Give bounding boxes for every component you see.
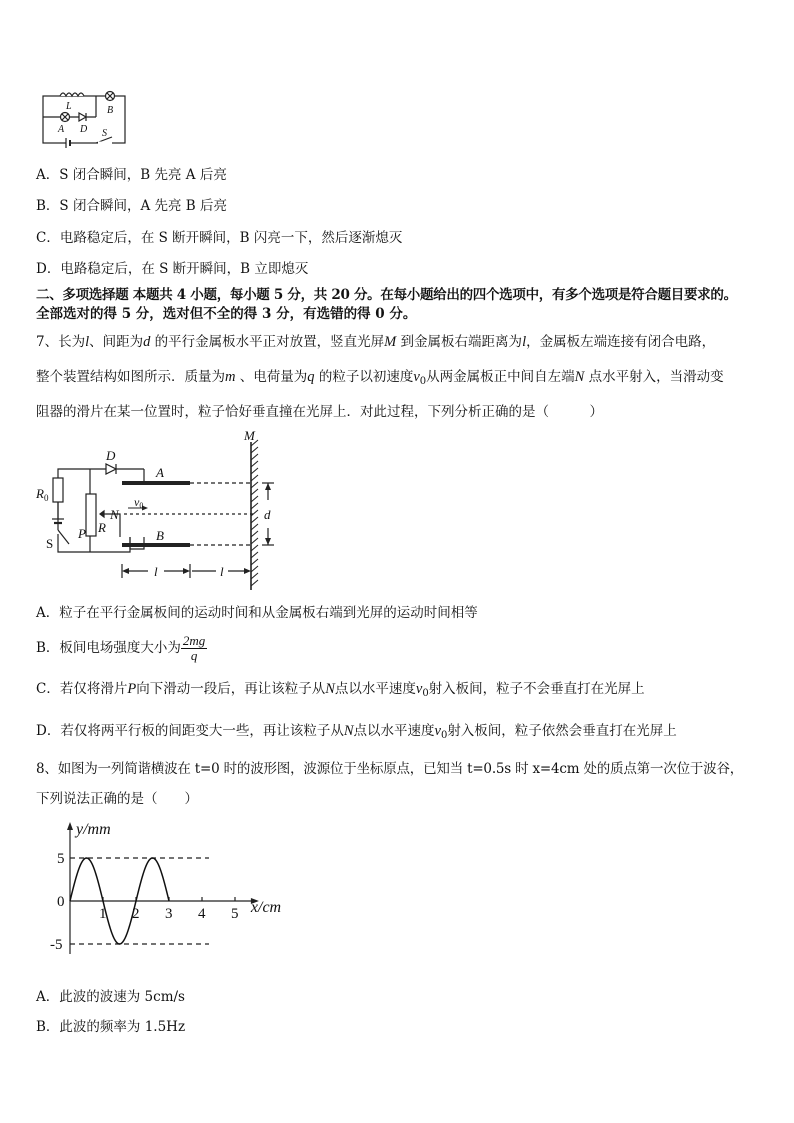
q7-text: 整个装置结构如图所示．质量为 [36, 369, 225, 385]
var-l: l [85, 334, 90, 350]
screen-hatch [251, 545, 258, 551]
label-N: N [110, 507, 119, 522]
var-v-sub: 0 [440, 730, 448, 741]
screen-hatch [251, 580, 258, 586]
label-R0: $R_0$ [36, 486, 49, 503]
x-axis-label: x/cm [250, 899, 282, 916]
q7-option-a: A．粒子在平行金属板间的运动时间和从金属板右端到光屏的运动时间相等 [36, 605, 478, 621]
label-M: M [244, 428, 255, 443]
label-v0: v0 [134, 495, 144, 510]
q7-text: 、间距为 [89, 334, 144, 350]
screen-hatch [251, 489, 258, 495]
screen-hatch [251, 552, 258, 558]
label-S: S [46, 536, 54, 551]
q7-text: 的平行金属板水平正对放置，竖直光屏 [150, 334, 385, 350]
var-v: v [413, 369, 420, 385]
x-tick-label: 3 [165, 906, 173, 922]
q7-option-d [36, 722, 677, 745]
var-N: N [325, 681, 335, 697]
q8-stem-line2: 下列说法正确的是（ ） [36, 791, 198, 807]
q7-text: 点以水平速度 [334, 681, 416, 697]
section-rule: 全部选对的得 5 分，选对但不全的得 3 分，有选错的得 0 分。 [36, 306, 417, 322]
q7-text: 、电荷量为 [235, 369, 308, 385]
q8-stem-line1: 8、如图为一列简谐横波在 t=0 时的波形图，波源位于坐标原点，已知当 t=0.5s 时 x=4cm 处的质点第一次位于波谷， [36, 761, 744, 777]
screen-hatch [251, 566, 258, 572]
q7-option-c [36, 680, 645, 703]
y-axis-label: y/mm [76, 821, 111, 838]
label-l-2: l [220, 564, 224, 579]
q6-option-a: A．S 闭合瞬间，B 先亮 A 后亮 [36, 167, 227, 183]
q7-text: 的粒子以初速度 [314, 369, 414, 385]
section-heading: 二、多项选择题 本题共 4 小题，每小题 5 分，共 20 分。在每小题给出的四个选项中，有多个选项是符合题目要求的。 [36, 287, 737, 303]
screen-hatch [251, 454, 258, 460]
screen-hatch [251, 517, 258, 523]
screen-hatch [251, 559, 258, 565]
q6-option-d: D．电路稳定后，在 S 断开瞬间，B 立即熄灭 [36, 261, 309, 277]
q7-stem-line2 [36, 368, 724, 391]
wave-graph [40, 818, 300, 968]
screen-hatch [251, 531, 258, 537]
var-v-sub: 0 [422, 688, 429, 699]
q7-option-b [36, 630, 207, 666]
var-q: q [307, 369, 315, 385]
q7-stem-line3: 阻器的滑片在某一位置时，粒子恰好垂直撞在光屏上．对此过程，下列分析正确的是（ ） [36, 404, 603, 420]
fraction-denominator: q [190, 648, 198, 663]
x-tick-label: 5 [231, 906, 239, 922]
screen-hatch [251, 468, 258, 474]
screen-hatch [251, 447, 258, 453]
screen-hatch [251, 538, 258, 544]
q7-text: ，金属板左端连接有闭合电路， [526, 334, 716, 350]
q6-option-b: B．S 闭合瞬间，A 先亮 B 后亮 [36, 198, 228, 214]
q8-option-a: A．此波的波速为 5cm/s [36, 989, 185, 1005]
label-R: R [98, 520, 106, 535]
label-A: A [58, 124, 65, 135]
var-v: v [415, 681, 423, 697]
var-P: P [127, 681, 137, 697]
q8-option-b: B．此波的频率为 1.5Hz [36, 1019, 186, 1035]
var-v-sub: 0 [419, 376, 427, 387]
var-M: M [384, 334, 397, 350]
var-m: m [225, 369, 236, 385]
screen-hatch [251, 524, 258, 530]
q6-option-c: C．电路稳定后，在 S 断开瞬间，B 闪亮一下，然后逐渐熄灭 [36, 230, 403, 246]
label-D: D [106, 448, 116, 463]
q7-text: 射入板间，粒子不会垂直打在光屏上 [428, 681, 645, 697]
circuit-figure-q6 [38, 84, 134, 154]
screen-hatch [251, 503, 258, 509]
y-tick-label: 0 [57, 894, 65, 910]
screen-hatch [251, 496, 258, 502]
screen-hatch [251, 475, 258, 481]
label-L: L [66, 101, 72, 112]
q7-text: 射入板间，粒子依然会垂直打在光屏上 [447, 723, 677, 739]
screen-hatch [251, 482, 258, 488]
label-S: S [102, 128, 107, 139]
x-tick-label: 4 [198, 906, 206, 922]
label-A: A [156, 465, 164, 480]
q7-text: 从两金属板正中间自左端 [426, 369, 575, 385]
var-N: N [574, 369, 585, 385]
q7-text: 点以水平速度 [353, 723, 435, 739]
screen-hatch [251, 461, 258, 467]
fraction-numerator: 2mg [182, 633, 206, 648]
q7-text: 向下滑动一段后，再让该粒子从 [136, 681, 326, 697]
label-B: B [107, 105, 114, 116]
label-d: d [264, 507, 271, 522]
var-d: d [143, 334, 151, 350]
y-tick-label: -5 [50, 937, 63, 953]
q7-text: 点水平射入，当滑动变 [584, 369, 724, 385]
screen-hatch [251, 510, 258, 516]
x-tick-label: 1 [99, 906, 107, 922]
var-l: l [522, 334, 527, 350]
label-P: P [78, 526, 86, 541]
q7-text: 到金属板右端距离为 [396, 334, 523, 350]
q7-stem-line1 [36, 333, 715, 351]
label-l-1: l [154, 564, 158, 579]
q7-text: 7、长为 [36, 334, 86, 350]
x-tick-label: 2 [132, 906, 140, 922]
q7-text: D．若仅将两平行板的间距变大一些，再让该粒子从 [36, 723, 344, 739]
q7-text: C．若仅将滑片 [36, 681, 128, 697]
y-tick-label: 5 [57, 851, 65, 867]
fraction-2mg-over-q [181, 634, 207, 663]
label-B: B [156, 528, 164, 543]
var-v: v [434, 723, 441, 739]
y-axis-arrow [67, 822, 73, 830]
screen-hatch [251, 573, 258, 579]
label-D: D [80, 124, 88, 135]
q7-option-b-text: B．板间电场强度大小为 [36, 640, 181, 656]
circuit-figure-q7 [30, 428, 280, 594]
var-N: N [343, 723, 354, 739]
